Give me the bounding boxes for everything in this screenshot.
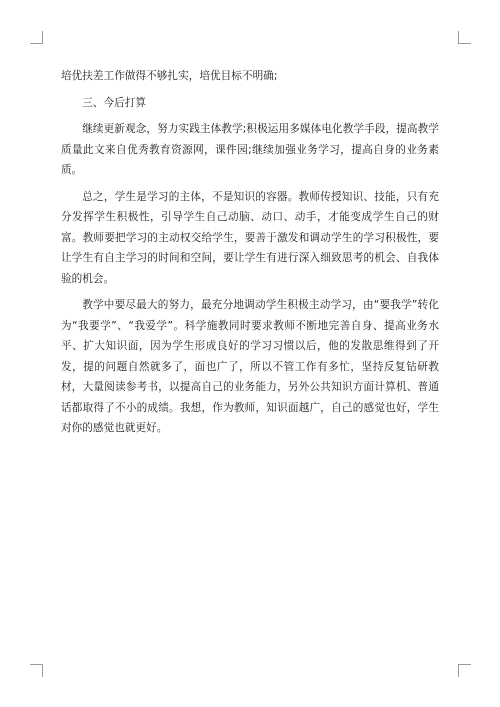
crop-mark-bottom-right [458, 664, 471, 677]
section-heading: 三、今后打算 [82, 96, 147, 109]
paragraph: 继续更新观念，努力实践主体教学;积极运用多媒体电化教学手段，提高教学质量此文来自优秀教育资源网，课件园;继续加强业务学习，提高自身的业务素质。 [61, 123, 439, 176]
crop-mark-top-right [458, 31, 471, 44]
paragraph-continuation: 培优扶差工作做得不够扎实，培优目标不明确; [61, 70, 278, 82]
paragraph: 教学中要尽最大的努力，最充分地调动学生积极主动学习，由“要我学”转化为“我要学”、“我爱学”。科学施教同时要求教师不断地完善自身、提高业务水平、扩大知识面，因为学生形成良好的学习习惯以后，他的发散思维得到了开发，提的问题自然就多了，面也广了，所以不管工作有多忙，坚持反复钻研教材，大量阅读参考书，以提高自己的业务能力，另外公共知识方面计算机、普通话都取得了不小的成绩。我想，作为教师，知识面越广，自己的感觉也好，学生对你的感觉也就更好。 [61, 299, 439, 434]
crop-mark-bottom-left [30, 664, 43, 677]
document-body [61, 66, 439, 445]
crop-mark-top-left [30, 31, 43, 44]
paragraph: 总之，学生是学习的主体，不是知识的容器。教师传授知识、技能，只有充分发挥学生积极性，引导学生自己动脑、动口、动手，才能变成学生自己的财富。教师要把学习的主动权交给学生，要善于激发和调动学生的学习积极性，要让学生有自主学习的时间和空间，要让学生有进行深入细致思考的机会、自我体验的机会。 [61, 190, 439, 285]
